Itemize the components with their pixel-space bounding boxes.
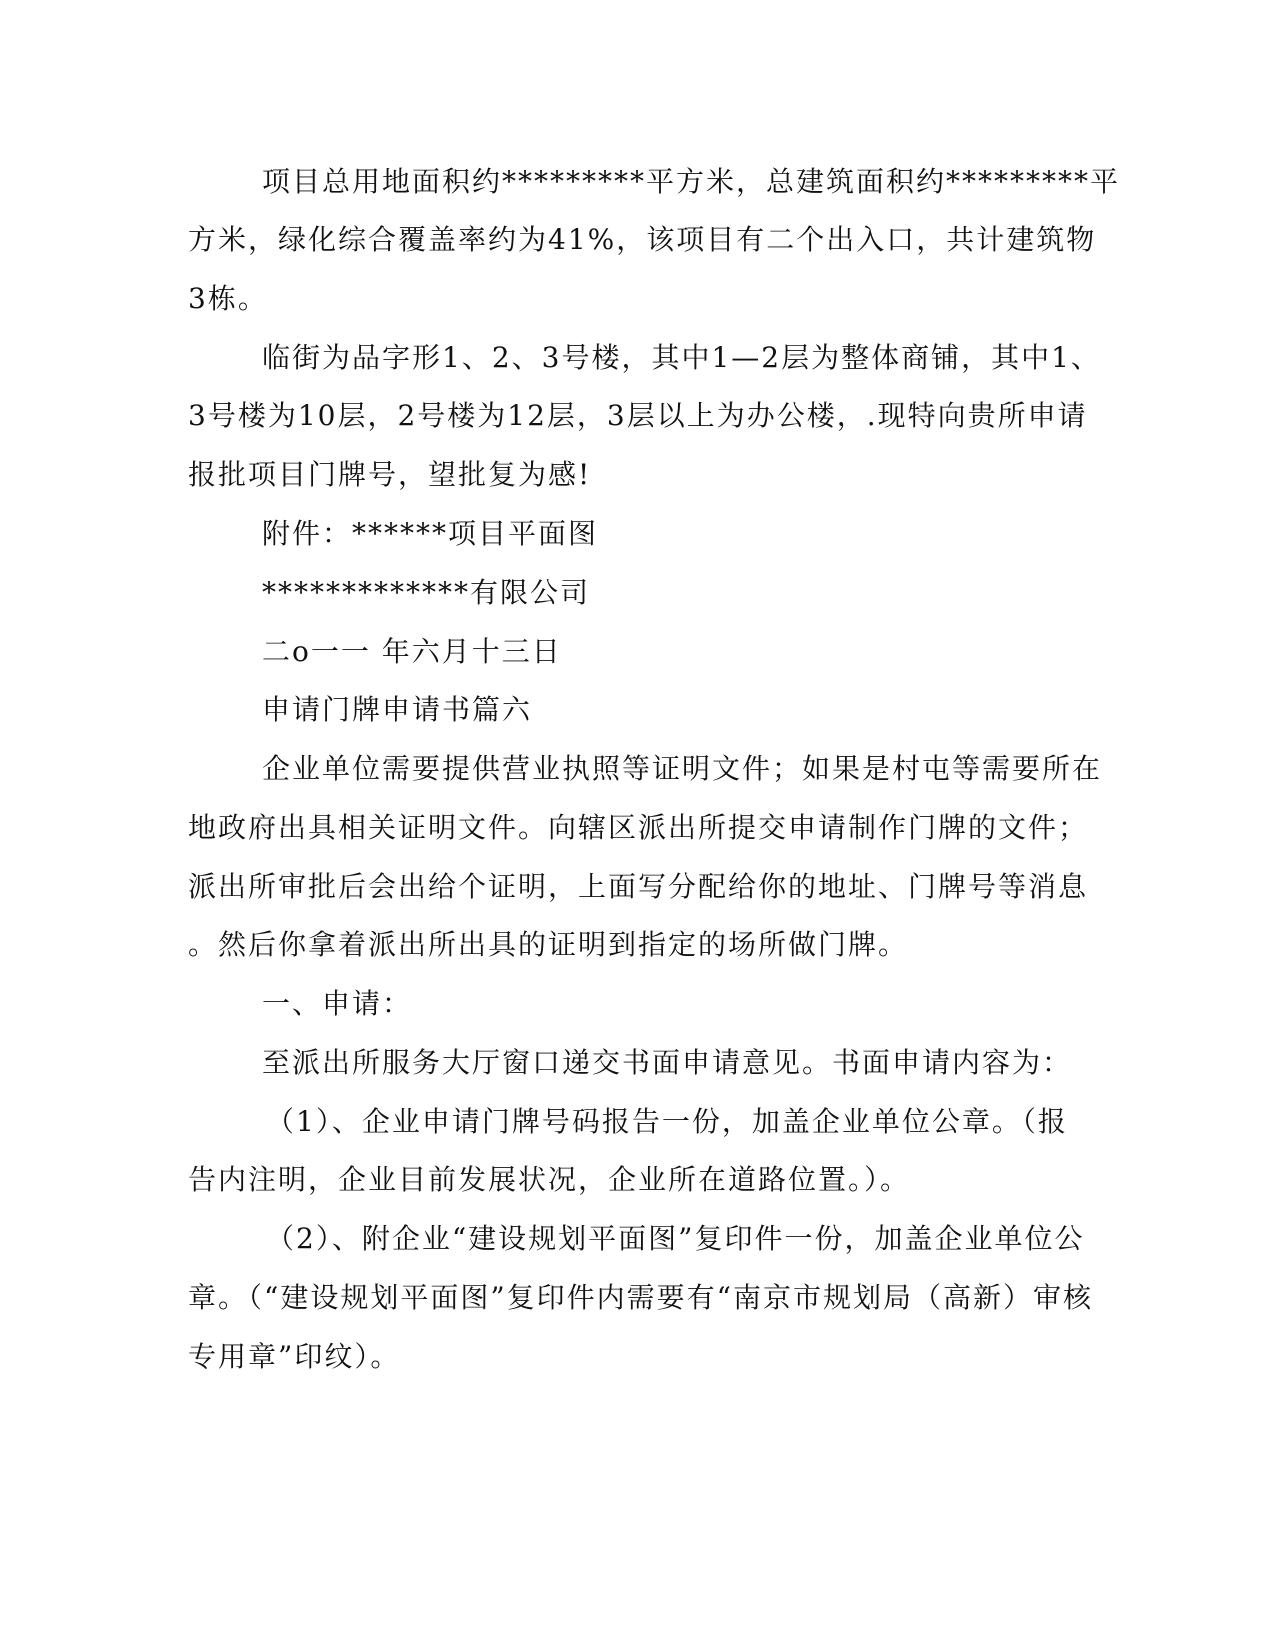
paragraph-line: 报批项目门牌号，望批复为感! — [188, 458, 592, 491]
list-item-line: 章。（“建设规划平面图”复印件内需要有“南京市规划局（高新）审核 — [188, 1281, 1093, 1314]
document-date: 二o一一 年六月十三日 — [262, 635, 562, 668]
paragraph-line: 地政府出具相关证明文件。向辖区派出所提交申请制作门牌的文件； — [188, 811, 1089, 844]
list-item-line: （2）、附企业“建设规划平面图”复印件一份，加盖企业单位公 — [266, 1222, 1085, 1255]
list-item-line: 告内注明，企业目前发展状况，企业所在道路位置。）。 — [188, 1163, 911, 1196]
section-heading: 申请门牌申请书篇六 — [262, 693, 533, 726]
paragraph-line: 方米，绿化综合覆盖率约为41%，该项目有二个出入口，共计建筑物 — [188, 223, 1097, 256]
paragraph-line: 企业单位需要提供营业执照等证明文件；如果是村屯等需要所在 — [262, 752, 1103, 785]
attachment-line: 附件：******项目平面图 — [262, 517, 599, 550]
paragraph-line: 。然后你拿着派出所出具的证明到指定的场所做门牌。 — [188, 928, 909, 961]
paragraph-line: 派出所审批后会出给个证明，上面写分配给你的地址、门牌号等消息 — [188, 870, 1089, 903]
company-name: *************有限公司 — [262, 576, 591, 609]
paragraph-line: 至派出所服务大厅窗口递交书面申请意见。书面申请内容为： — [262, 1046, 1073, 1079]
paragraph-line: 3栋。 — [188, 282, 268, 315]
subsection-heading: 一、申请： — [262, 987, 413, 1020]
paragraph-line: 临街为品字形1、2、3号楼，其中1—2层为整体商铺，其中1、 — [262, 341, 1101, 374]
paragraph-line: 项目总用地面积约*********平方米，总建筑面积约*********平 — [262, 165, 1121, 198]
list-item-line: （1）、企业申请门牌号码报告一份，加盖企业单位公章。（报 — [266, 1105, 1068, 1138]
list-item-line: 专用章”印纹）。 — [188, 1340, 401, 1373]
paragraph-line: 3号楼为10层，2号楼为12层，3层以上为办公楼，.现特向贵所申请 — [188, 399, 1088, 432]
